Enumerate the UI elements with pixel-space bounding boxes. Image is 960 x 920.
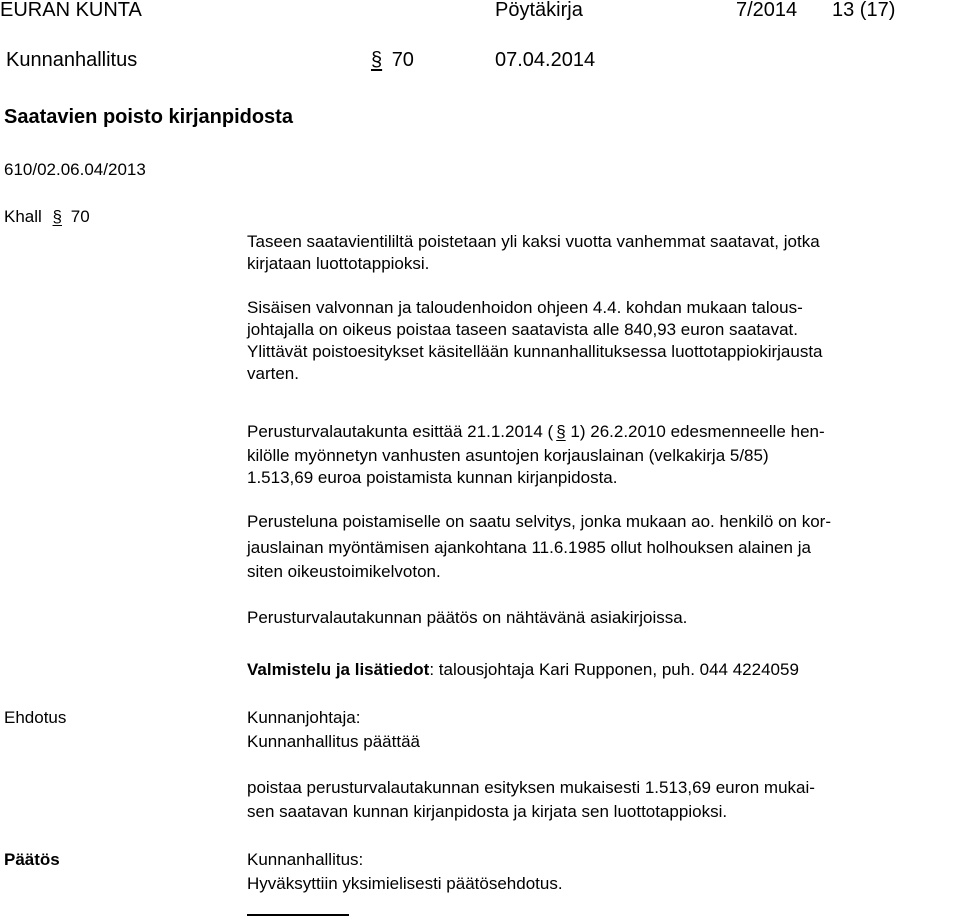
paragraph-1-line-1: Taseen saatavientililtä poistetaan yli kaksi vuotta vanhemmat saatavat, jotka	[247, 232, 820, 251]
contact-label: Valmistelu ja lisätiedot	[247, 660, 430, 679]
diary-number: 610/02.06.04/2013	[4, 160, 146, 179]
paragraph-2-line-2: johtajalla on oikeus poistaa taseen saatavista alle 840,93 euron saatavat.	[247, 320, 798, 339]
previous-handling	[4, 206, 90, 227]
section-number: 70	[391, 49, 414, 71]
closing-rule	[247, 914, 349, 916]
paragraph-1-line-2: kirjataan luottotappioksi.	[247, 254, 430, 273]
paragraph-2-line-4: varten.	[247, 364, 299, 383]
municipality-name: EURAN KUNTA	[0, 0, 142, 21]
paragraph-4-line-3: siten oikeustoimikelvoton.	[247, 562, 441, 581]
section-reference	[371, 48, 414, 72]
decision-by: Kunnanhallitus:	[247, 850, 364, 869]
paragraph-3-line-2: kilölle myönnetyn vanhusten asuntojen korjauslainan (velkakirja 5/85)	[247, 446, 769, 465]
proposal-text-line-2: sen saatavan kunnan kirjanpidosta ja kirjata sen luottotappioksi.	[247, 802, 728, 821]
paragraph-5: Perusturvalautakunnan päätös on nähtävänä asiakirjoissa.	[247, 608, 688, 627]
paragraph-2-line-3: Ylittävät poistoesitykset käsitellään kunnanhallituksessa luottotappiokirjausta	[247, 342, 823, 361]
paragraph-4-line-2: jauslainan myöntämisen ajankohtana 11.6.1985 ollut holhouksen alainen ja	[247, 538, 811, 557]
previous-section-symbol: §	[52, 207, 63, 226]
paragraph-3-section-symbol: §	[556, 422, 566, 441]
page-number: 13 (17)	[832, 0, 896, 21]
section-symbol: §	[371, 49, 383, 71]
decision-label: Päätös	[4, 850, 60, 869]
decision-text: Hyväksyttiin yksimielisesti päätösehdotus.	[247, 874, 563, 893]
document-type: Pöytäkirja	[495, 0, 583, 21]
paragraph-3-text-a: Perusturvalautakunta esittää 21.1.2014 (	[247, 422, 554, 441]
paragraph-4-line-1: Perusteluna poistamiselle on saatu selvitys, jonka mukaan ao. henkilö on kor-	[247, 512, 831, 531]
proposal-by: Kunnanjohtaja:	[247, 708, 361, 727]
proposal-text-line-1: poistaa perusturvalautakunnan esityksen mukaisesti 1.513,69 euron mukai-	[247, 778, 815, 797]
previous-section-number: 70	[70, 207, 90, 226]
meeting-date: 07.04.2014	[495, 49, 596, 71]
document-number: 7/2014	[736, 0, 798, 21]
previous-handling-label: Khall	[4, 207, 42, 226]
item-title: Saatavien poisto kirjanpidosta	[4, 106, 293, 128]
contact-text: : talousjohtaja Kari Rupponen, puh. 044 4224059	[429, 660, 799, 679]
proposal-intro: Kunnanhallitus päättää	[247, 732, 420, 751]
paragraph-3-text-b: 1) 26.2.2010 edesmenneelle hen-	[565, 422, 825, 441]
board-name: Kunnanhallitus	[6, 49, 138, 71]
paragraph-3-line-1	[247, 421, 825, 442]
contact-info	[247, 659, 799, 680]
proposal-label: Ehdotus	[4, 708, 67, 727]
paragraph-3-line-3: 1.513,69 euroa poistamista kunnan kirjanpidosta.	[247, 468, 618, 487]
paragraph-2-line-1: Sisäisen valvonnan ja taloudenhoidon ohjeen 4.4. kohdan mukaan talous-	[247, 298, 803, 317]
